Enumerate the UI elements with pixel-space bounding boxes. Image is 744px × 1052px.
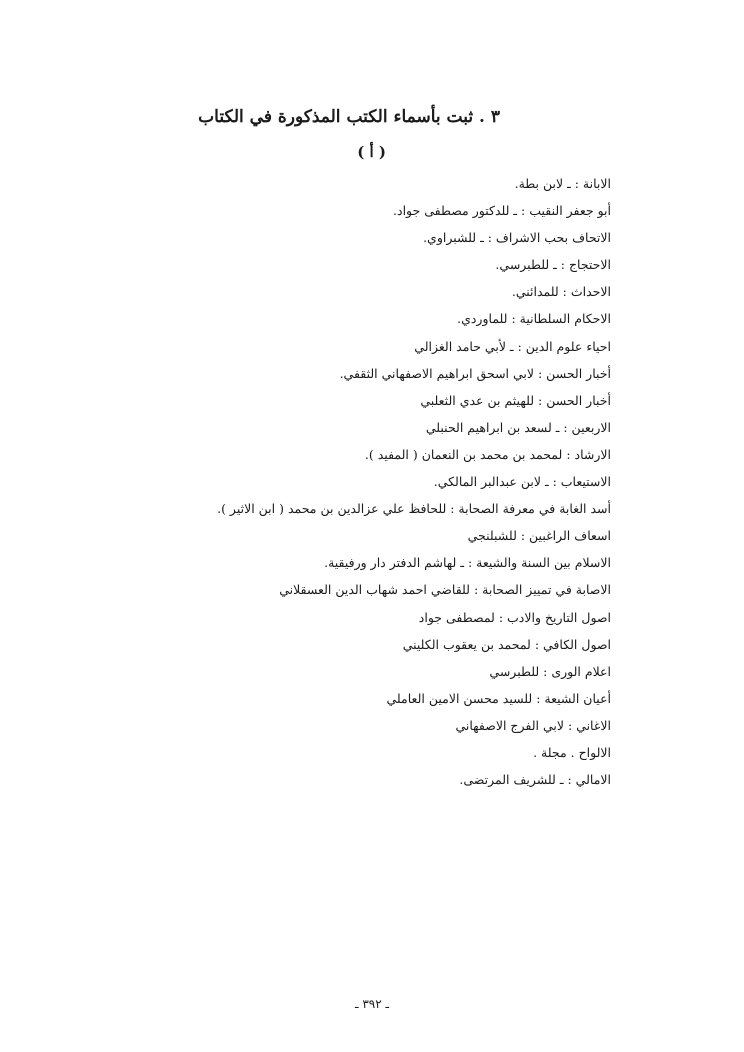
list-item: اصول الكافي : لمحمد بن يعقوب الكليني — [402, 636, 611, 652]
list-item: اعلام الورى : للطبرسي — [489, 663, 611, 679]
list-item: أسد الغابة في معرفة الصحابة : للحافظ علي عزالدين بن محمد ( ابن الاثير ). — [217, 501, 611, 517]
list-item: الابانة : ـ لابن بطة. — [514, 176, 611, 191]
list-item: أخبار الحسن : للهيثم بن عدي الثعلبي — [420, 392, 611, 408]
list-item: أخبار الحسن : لابي اسحق ابراهيم الاصفهاني الثقفي. — [339, 365, 611, 381]
list-item: الاسلام بين السنة والشيعة : ـ لهاشم الدفتر دار ورفيقية. — [324, 555, 611, 571]
list-item: اسعاف الراغبين : للشبلنجي — [467, 528, 611, 544]
list-item: الاتحاف بحب الاشراف : ـ للشبراوي. — [423, 230, 611, 246]
list-item: الاحتجاج : ـ للطبرسي. — [495, 257, 611, 273]
list-item: الاغاني : لابي الفرج الاصفهاني — [455, 717, 611, 733]
list-item: الاصابة في تمييز الصحابة : للقاضي احمد شهاب الدين العسقلاني — [279, 582, 611, 598]
list-item: اصول التاريخ والادب : لمصطفى جواد — [418, 609, 611, 625]
list-item: الامالي : ـ للشريف المرتضى. — [459, 772, 611, 788]
list-item: الاحكام السلطانية : للماوردي. — [457, 311, 611, 327]
list-item: الاربعين : ـ لسعد بن ابراهيم الحنبلي — [425, 419, 611, 435]
list-item: الاحداث : للمدائني. — [511, 284, 611, 300]
list-item: احياء علوم الدين : ـ لأبي حامد الغزالي — [414, 338, 611, 354]
page-heading: ٣ . ثبت بأسماء الكتب المذكورة في الكتاب — [198, 107, 500, 127]
list-item: الالواح . مجلة . — [533, 744, 611, 760]
list-item: الاستيعاب : ـ لابن عبدالبر المالكي. — [433, 474, 611, 490]
list-item: الارشاد : لمحمد بن محمد بن النعمان ( المفيد ). — [364, 446, 611, 462]
page-number: ـ ٣٩٢ ـ — [354, 997, 390, 1011]
book-list — [91, 170, 611, 793]
list-item: أعيان الشيعة : للسيد محسن الامين العاملي — [386, 690, 611, 706]
list-item: أبو جعفر النقيب : ـ للدكتور مصطفى جواد. — [393, 203, 611, 219]
section-letter-heading: ( أ ) — [357, 143, 386, 161]
